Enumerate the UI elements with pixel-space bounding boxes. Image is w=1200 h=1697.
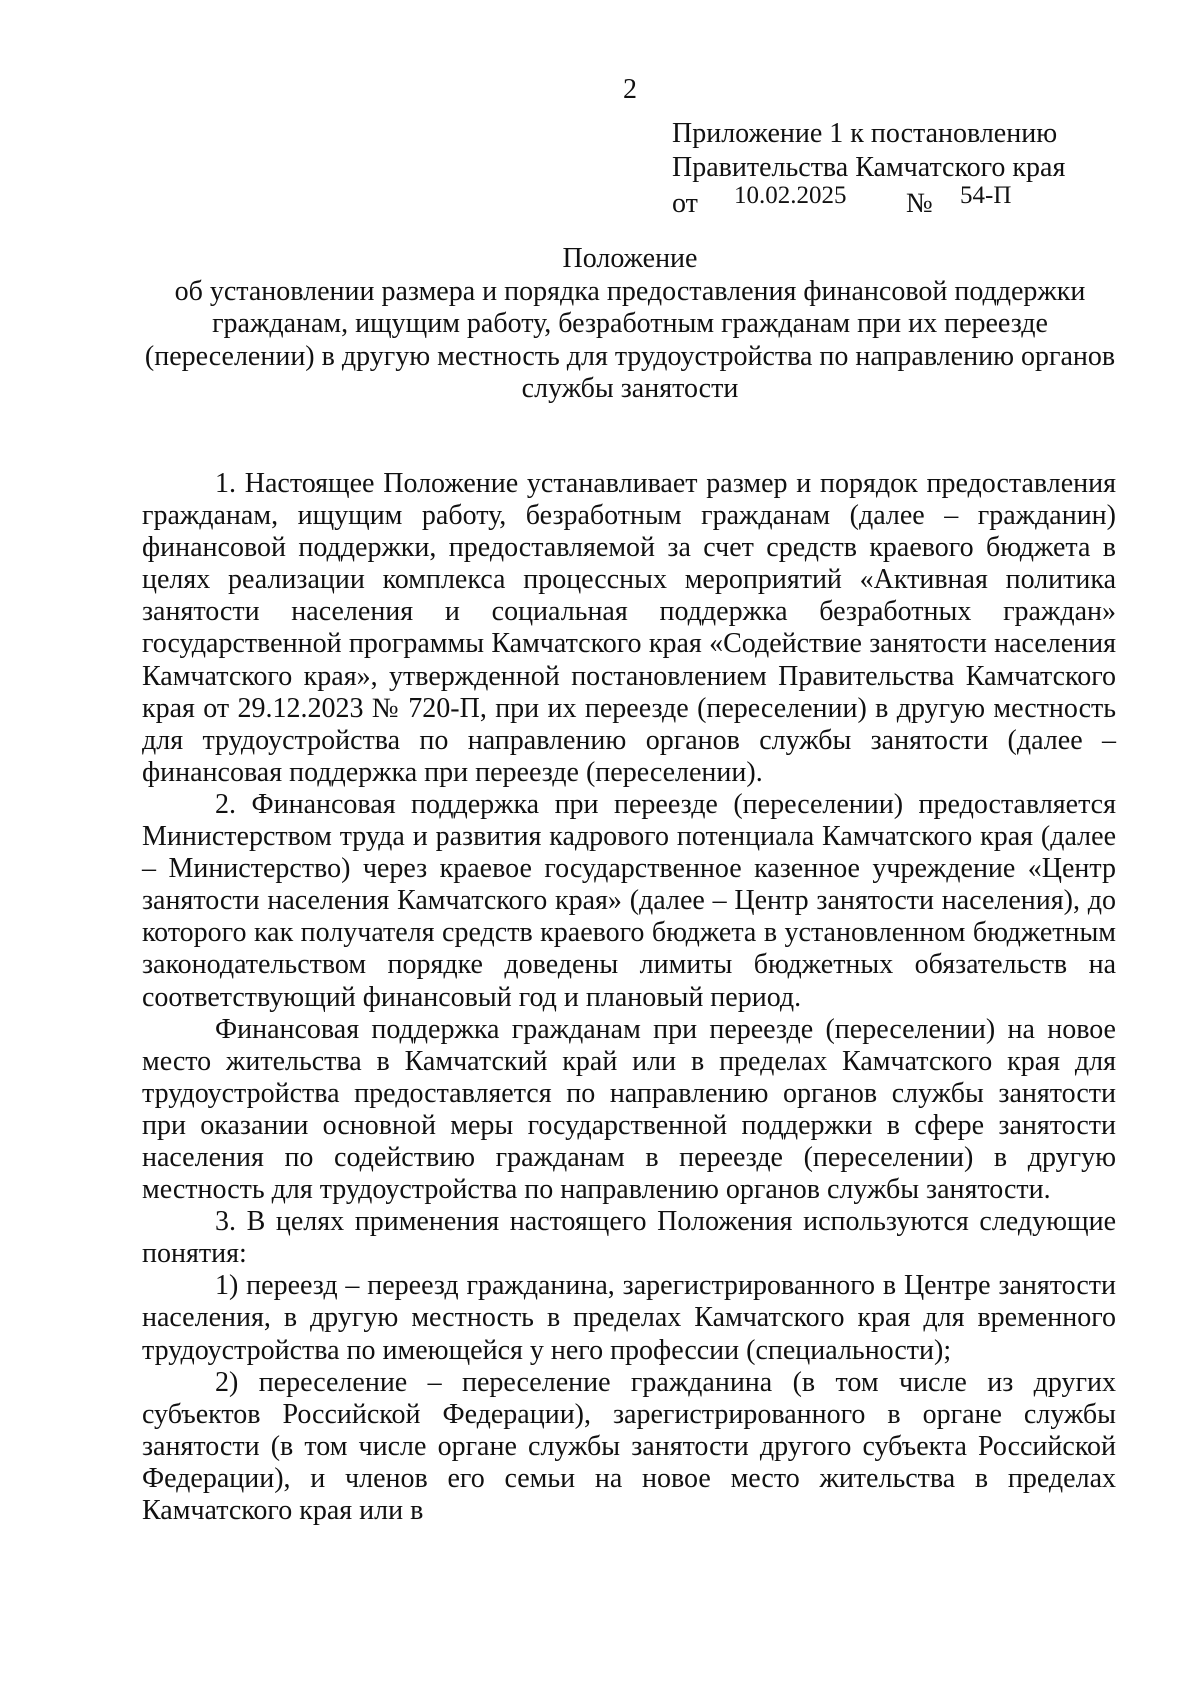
title-heading: Положение — [562, 243, 698, 274]
appendix-line-2: Правительства Камчатского края — [672, 152, 1066, 183]
title-line: (переселении) в другую местность для трудоустройства по направлению органов — [144, 340, 1116, 372]
appendix-header — [672, 117, 1065, 225]
document-body — [142, 468, 1116, 1527]
definition-resettlement: 2) переселение – переселение гражданина (в том числе из других субъектов Российской Федерации), зарегистрированного в органе службы занятости (в том числе органе службы занятости другого субъекта Российской Федерации), и членов его семьи на новое место жительства в пределах Камчатского края или в — [142, 1366, 1116, 1526]
resolution-date-row — [672, 182, 1065, 225]
appendix-line-1: Приложение 1 к постановлению — [672, 118, 1058, 149]
definition-relocation: 1) переезд – переезд гражданина, зарегистрированного в Центре занятости населения, в другую местность в пределах Камчатского края для временного трудоустройства по имеющейся у него профессии (специальности); — [142, 1270, 1116, 1366]
paragraph-3: 3. В целях применения настоящего Положения используются следующие понятия: — [142, 1206, 1116, 1270]
document-title — [140, 243, 1120, 406]
paragraph-1: 1. Настоящее Положение устанавливает размер и порядок предоставления гражданам, ищущим работу, безработным гражданам (далее – гражданин) финансовой поддержки, предоставляемой за счет средств краевого бюджета в целях реализации комплекса процессных мероприятий «Активная политика занятости населения и социальная поддержка безработных граждан» государственной программы Камчатского края «Содействие занятости населения Камчатского края», утвержденной постановлением Правительства Камчатского края от 29.12.2023 № 720-П, при их переезде (переселении) в другую местность для трудоустройства по направлению органов службы занятости (далее – финансовая поддержка при переезде (переселении). — [142, 468, 1116, 788]
paragraph-2: 2. Финансовая поддержка при переезде (переселении) предоставляется Министерством труда и развития кадрового потенциала Камчатского края (далее – Министерство) через краевое государственное казенное учреждение «Центр занятости населения Камчатского края» (далее – Центр занятости населения), до которого как получателя средств краевого бюджета в установленном бюджетным законодательством порядке доведены лимиты бюджетных обязательств на соответствующий финансовый год и плановый период. — [142, 788, 1116, 1013]
number-sign: № — [906, 188, 933, 219]
paragraph-2-continued: Финансовая поддержка гражданам при переезде (переселении) на новое место жительства в Камчатский край или в пределах Камчатского края для трудоустройства предоставляется по направлению органов службы занятости при оказании основной меры государственной поддержки в сфере занятости населения по содействию гражданам в переезде (переселении) в другую местность для трудоустройства по направлению органов службы занятости. — [142, 1013, 1116, 1206]
title-line: гражданам, ищущим работу, безработным гражданам при их переезде — [212, 308, 1048, 339]
title-line: службы занятости — [521, 373, 739, 404]
resolution-date: 10.02.2025 — [734, 182, 847, 209]
from-label: от — [672, 188, 698, 219]
title-line: об установлении размера и порядка предоставления финансовой поддержки — [174, 275, 1086, 307]
page-number: 2 — [623, 74, 637, 105]
resolution-number: 54-П — [960, 182, 1012, 209]
